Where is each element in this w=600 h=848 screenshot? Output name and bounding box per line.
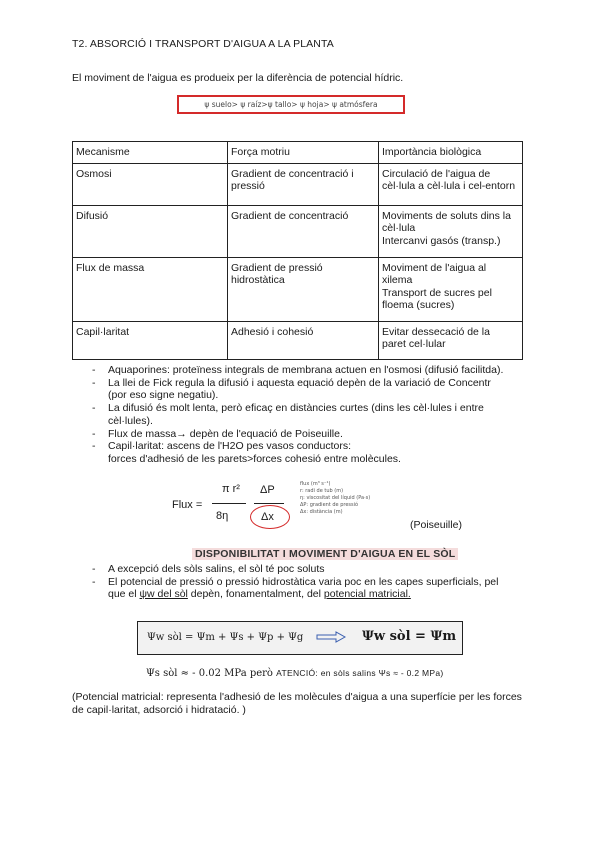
- gradient-box: ψ suelo> ψ raíz>ψ tallo> ψ hoja> ψ atmósfera: [177, 95, 405, 114]
- bullet-list-soil: [92, 563, 532, 601]
- cell-force: [228, 321, 379, 359]
- list-item: [92, 563, 532, 576]
- cell-line: Adhesió i cohesió: [231, 325, 314, 338]
- table-row: [73, 205, 523, 257]
- section-heading: DISPONIBILITAT I MOVIMENT D'AIGUA EN EL SÒL: [192, 548, 458, 560]
- bullet-list: [92, 364, 532, 466]
- cell-line: paret cel·lular: [382, 338, 446, 350]
- note-value: Ψs sòl ≈ - 0.02 MPa: [146, 668, 247, 679]
- cell-line: Gradient de concentració: [231, 209, 349, 222]
- page-title: T2. ABSORCIÓ I TRANSPORT D'AIGUA A LA PLANTA: [72, 38, 334, 50]
- list-item: [92, 428, 532, 441]
- list-item-line: (por eso signe negatiu).: [108, 389, 219, 402]
- cell-line: Gradient de concentració i: [231, 167, 354, 180]
- list-item-line: [108, 588, 532, 601]
- cell-importance: [379, 163, 523, 205]
- table-row: [73, 163, 523, 205]
- legend-line: r: radi de tub (m): [300, 488, 344, 494]
- text-fragment: que el: [108, 588, 140, 601]
- cell-line: Circulació de l'aigua de: [382, 167, 491, 180]
- cell-mechanism: Difusió: [73, 205, 228, 257]
- table-header-row: [73, 142, 523, 164]
- cell-force: [228, 205, 379, 257]
- underlined-term: ψw del sòl: [139, 588, 188, 601]
- list-item: [92, 377, 532, 402]
- note-connector: però: [246, 668, 277, 679]
- legend-line: η: viscositat del líquid (Pa·s): [300, 495, 371, 501]
- cell-line: Moviment de l'aigua al: [382, 261, 487, 274]
- formula-numerator-left: π r²: [222, 483, 240, 495]
- list-item-line: - La difusió és molt lenta, però eficaç en distàncies curtes (dins les cèl·lules i entre: [108, 402, 484, 415]
- cell-mechanism: Capil·laritat: [73, 321, 228, 359]
- cell-line: Gradient de pressió: [231, 261, 323, 274]
- text-fragment: depèn, fonamentalment, del: [187, 588, 324, 601]
- cell-line: Intercanvi gasós (transp.): [382, 234, 501, 247]
- table-row: [73, 321, 523, 359]
- arrow-right-icon: [316, 631, 346, 643]
- list-item-line: - Flux de massa→ depèn de l'equació de Poiseuille.: [108, 427, 343, 440]
- cell-line: pressió: [231, 180, 265, 192]
- legend-line: flux (m³ s⁻¹): [300, 481, 331, 487]
- cell-force: [228, 163, 379, 205]
- equation-left: Ψw sòl = Ψm + Ψs + Ψp + Ψg: [147, 632, 304, 643]
- note-warning: ATENCIÓ: en sòls salins Ψs ≈ - 0.2 MPa): [276, 668, 444, 678]
- cell-mechanism: Osmosi: [73, 163, 228, 205]
- header-force: Força motriu: [228, 142, 379, 164]
- formula-denominator-right: Δx: [261, 511, 274, 523]
- header-importance: Importància biològica: [379, 142, 523, 164]
- water-potential-equation: [137, 621, 463, 655]
- cell-line: cèl·lula: [382, 222, 416, 234]
- intro-text: El moviment de l'aigua es produeix per la diferència de potencial hídric.: [72, 72, 404, 84]
- list-item: [92, 364, 532, 377]
- formula-name: (Poiseuille): [410, 519, 462, 531]
- cell-line: Moviments de soluts dins la: [382, 209, 511, 222]
- list-item-line: - Capil·laritat: ascens de l'H2O pes vasos conductors:: [108, 440, 352, 453]
- list-item: [92, 440, 532, 465]
- cell-force: [228, 257, 379, 321]
- list-item-line: cèl·lules).: [108, 414, 153, 427]
- cell-line: Evitar dessecació de la: [382, 325, 490, 338]
- fraction-bar: [212, 503, 246, 504]
- cell-line: cèl·lula a cèl·lula i cel-entorn: [382, 180, 516, 192]
- legend-line: Δx: distància (m): [300, 509, 343, 515]
- fraction-bar: [254, 503, 284, 504]
- equation-right: Ψw sòl = Ψm: [362, 629, 457, 644]
- list-item: [92, 576, 532, 601]
- legend-line: ΔP: gradient de pressió: [300, 502, 359, 508]
- cell-importance: [379, 205, 523, 257]
- cell-importance: [379, 257, 523, 321]
- formula-denominator-left: 8η: [216, 510, 229, 522]
- formula-legend: [300, 481, 370, 516]
- list-item-line: - El potencial de pressió o pressió hidrostàtica varia poc en les capes superficials, pel: [108, 575, 499, 588]
- closing-paragraph: (Potencial matricial: representa l'adhesió de les molècules d'aigua a una superfície per les forces de capil·laritat, adsorció i hidratació. ): [72, 691, 522, 716]
- table-row: [73, 257, 523, 321]
- list-item-line: - Aquaporines: proteïness integrals de membrana actuen en l'osmosi (difusió facilitda).: [108, 364, 504, 376]
- soil-potential-note: [146, 668, 444, 679]
- list-item-text: A excepció dels sòls salins, el sòl té poc soluts: [108, 563, 325, 575]
- list-item: [92, 402, 532, 427]
- list-item-line: - La llei de Fick regula la difusió i aquesta equació depèn de la variació de Concentr: [108, 376, 491, 389]
- list-item-line: forces d'adhesió de les parets>forces cohesió entre molècules.: [108, 452, 401, 465]
- cell-mechanism: Flux de massa: [73, 257, 228, 321]
- cell-importance: [379, 321, 523, 359]
- cell-line: Transport de sucres pel: [382, 286, 492, 299]
- formula-numerator-right: ΔP: [260, 484, 275, 496]
- header-mechanism: Mecanisme: [73, 142, 228, 164]
- underlined-term: potencial matricial.: [323, 588, 411, 601]
- mechanism-table: [72, 141, 523, 360]
- cell-line: floema (sucres): [382, 299, 455, 311]
- formula-label: Flux =: [172, 499, 203, 511]
- cell-line: hidrostàtica: [231, 274, 285, 286]
- cell-line: xilema: [382, 274, 413, 286]
